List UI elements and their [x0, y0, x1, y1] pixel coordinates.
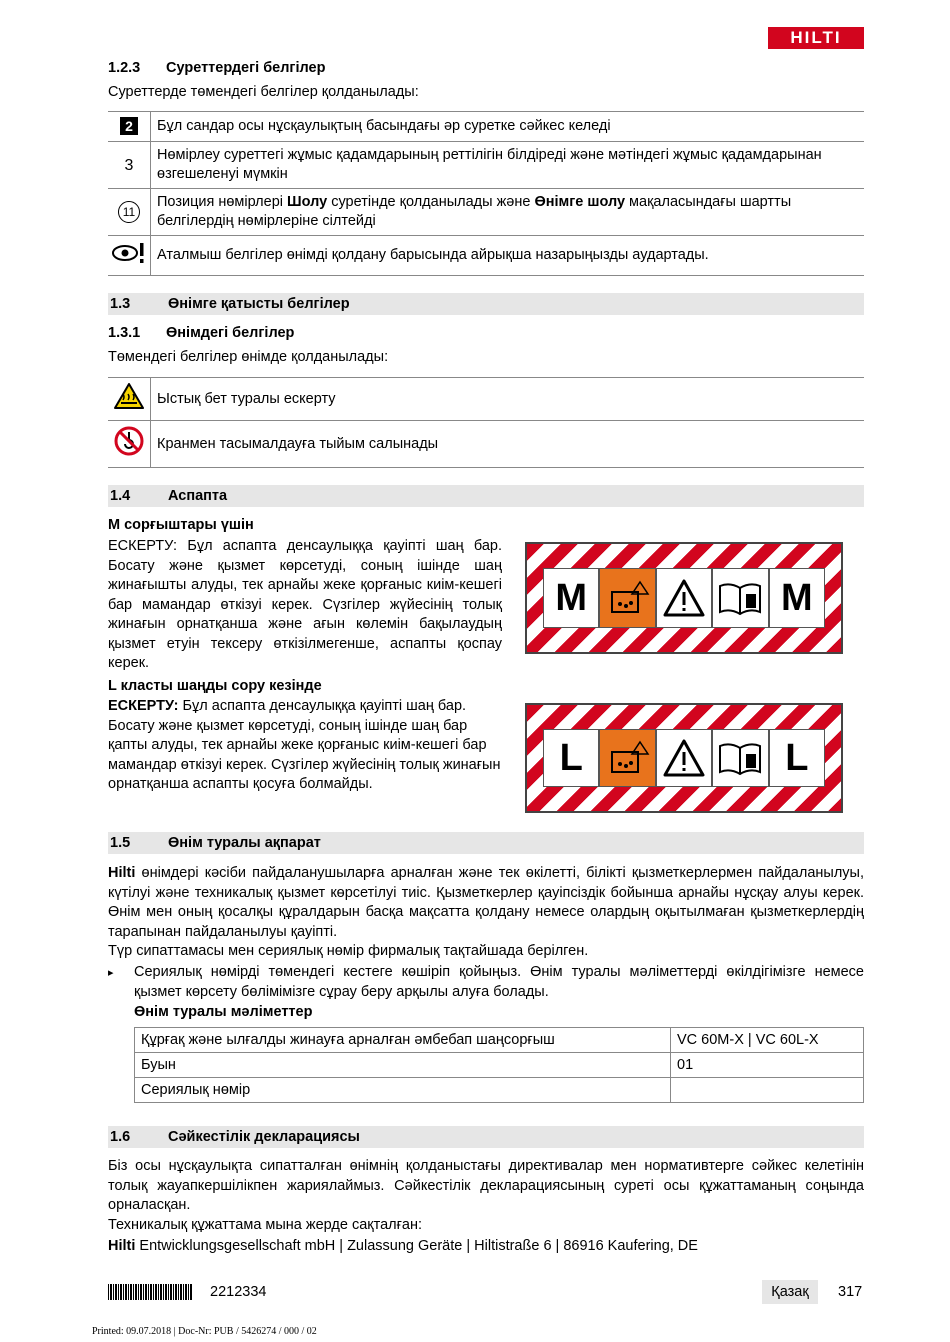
symbol-text: Ыстық бет туралы ескерту: [151, 378, 865, 421]
product-info-paragraph: Hilti өнімдері кәсіби пайдаланушыларға арналған және тек өкілетті, білікті қызметкерлермен пайдаланылуы, күтілуі және техникалық қызмет көрсетілуі тиіс. Қызметкерлер қауіпсіздік бойынша арнайы нұсқау алуы керек. Өнім мен оның қосалқы құралдарын басқа мақсатта қолдану немесе олардың оқытылмаған қызметкерлердің тарапынан пайдаланылуы қауіпті.: [108, 865, 864, 940]
class-letter-l: L: [544, 730, 600, 786]
barcode-icon: [108, 1284, 192, 1300]
table-cell: Буын: [135, 1053, 671, 1078]
symbol-cell: [108, 112, 151, 142]
section-heading-1-3-1: 1.3.1 Өнімдегі белгілер: [108, 325, 295, 341]
symbol-cell: [108, 189, 151, 236]
m-class-warning: ЕСКЕРТУ: Бұл аспапта денсаулыққа қауіпті шаң бар. Босату және қызмет көрсетуді, соның ішінде шаң жинағышты алуды, тек арнайы жеке қорғаныс киім-кешегі бар мамандар өткізуі керек. Сүзгілер жүйесінің толық жинағын орнатқанша және ағын көлемін бақылаудың қызмет етуін тексеру өткізілмегенше, аспапты қоспау керек.: [108, 538, 502, 671]
m-class-heading: М сорғыштары үшін: [108, 517, 254, 533]
table-row: [108, 421, 864, 468]
symbol-text: Кранмен тасымалдауға тыйым салынады: [151, 421, 865, 468]
section-bar-1-3: 1.3 Өнімге қатысты белгілер: [108, 293, 864, 315]
position-number-icon: 11: [118, 201, 140, 223]
no-crane-icon: [108, 421, 151, 468]
label-panel: [543, 729, 825, 787]
label-panel: [543, 568, 825, 628]
table-cell: Құрғақ және ылғалды жинауға арналған әмбебап шаңсорғыш: [135, 1028, 671, 1053]
table-row: [108, 142, 864, 189]
step-number-icon: 3: [108, 142, 151, 189]
table-row: [108, 378, 864, 421]
table-row: [108, 112, 864, 142]
dust-hazard-icon: [600, 569, 656, 627]
print-info: Printed: 09.07.2018 | Doc-Nr: PUB / 5426274 / 000 / 02: [92, 1326, 317, 1337]
table-cell: 01: [671, 1053, 864, 1078]
product-data-table: [134, 1027, 864, 1103]
bullet-arrow-icon: ▸: [108, 967, 114, 979]
l-class-heading: L класты шаңды сору кезінде: [108, 678, 322, 694]
company-address: Hilti Entwicklungsgesellschaft mbH | Zulassung Geräte | Hiltistraße 6 | 86916 Kaufering, DE: [108, 1238, 698, 1254]
table-row: [135, 1028, 864, 1053]
product-symbols-table: [108, 377, 864, 468]
table-row: [135, 1053, 864, 1078]
language-tab: Қазақ: [762, 1280, 818, 1304]
product-table-title: Өнім туралы мәліметтер: [134, 1004, 313, 1020]
warning-triangle-icon: [657, 569, 713, 627]
hilti-logo: HILTI: [768, 27, 864, 49]
symbols-table: [108, 111, 864, 276]
read-manual-icon: [713, 730, 769, 786]
m-class-warning-label: [525, 542, 843, 654]
symbol-text: Позиция нөмірлері Шолу суретінде қолданылады және Өнімге шолу мақаласындағы шартты белгілердің нөмірлеріне сілтейді: [151, 189, 865, 236]
class-letter-m: M: [544, 569, 600, 627]
figure-number-icon: 2: [120, 117, 138, 135]
section-heading-1-2-3: [108, 60, 325, 76]
eye-warning-icon: [108, 236, 151, 276]
section-number: 1.2.3: [108, 60, 141, 76]
section-title: Суреттердегі белгілер: [166, 60, 326, 76]
declaration-paragraph: Біз осы нұсқаулықта сипатталған өнімнің қолданыстағы директивалар мен нормативтерге сәйкес келетінін толық жауапкершілікпен жариялаймыз. Сәйкестілік декларациясының суреті осы құжаттаманың соңында орналасқан.: [108, 1158, 864, 1213]
intro-text: Төмендегі белгілер өнімде қолданылады:: [108, 349, 389, 365]
symbol-text: Аталмыш белгілер өнімді қолдану барысында айрықша назарыңызды аудартады.: [151, 236, 865, 276]
read-manual-icon: [713, 569, 769, 627]
section-bar-1-4: 1.4 Аспапта: [108, 485, 864, 507]
l-class-warning-label: [525, 703, 843, 813]
table-row: [135, 1078, 864, 1103]
class-letter-l: L: [785, 736, 809, 779]
tech-docs-note: Техникалық құжаттама мына жерде сақталған:: [108, 1217, 423, 1233]
intro-text: Суреттерде төмендегі белгілер қолданылады:: [108, 84, 419, 100]
warning-triangle-icon: [657, 730, 713, 786]
document-code: 2212334: [210, 1284, 267, 1300]
table-row: [108, 236, 864, 276]
class-letter-m: M: [781, 576, 813, 619]
symbol-text: Бұл сандар осы нұсқаулықтың басындағы әр суретке сәйкес келеді: [151, 112, 865, 142]
type-plate-note: Түр сипаттамасы мен сериялық нөмір фирмалық тақтайшада берілген.: [108, 943, 589, 959]
table-cell: VC 60M-X | VC 60L-X: [671, 1028, 864, 1053]
page-number: 317: [838, 1284, 863, 1300]
symbol-text: Нөмірлеу суреттегі жұмыс қадамдарының реттілігін білдіреді және мәтіндегі жұмыс қадамдарынан өзгешеленуі мүмкін: [151, 142, 865, 189]
table-row: [108, 189, 864, 236]
serial-instruction: Сериялық нөмірді төмендегі кестеге көшіріп қойыңыз. Өнім туралы мәліметтерді өкілдігімізге немесе қызмет көрсету бөлімімізге сұрау беру арқылы алуға болады.: [134, 964, 864, 1000]
table-cell: Сериялық нөмір: [135, 1078, 671, 1103]
hot-surface-icon: [108, 378, 151, 421]
section-bar-1-5: 1.5 Өнім туралы ақпарат: [108, 832, 864, 854]
l-class-warning: ЕСКЕРТУ: Бұл аспапта денсаулыққа қауіпті шаң бар. Босату және қызмет көрсетуді, соның ішінде шаң бар қапты алуды, тек арнайы жеке қорғаныс киім-кешегі бар мамандар өткізуі керек. Сүзгілер жүйесінің толық жинағын орнатқанша аспапты қосуға болмайды.: [108, 698, 501, 792]
section-bar-1-6: 1.6 Сәйкестілік декларациясы: [108, 1126, 864, 1148]
dust-hazard-icon: [600, 730, 656, 786]
serial-number-cell[interactable]: [671, 1078, 864, 1103]
